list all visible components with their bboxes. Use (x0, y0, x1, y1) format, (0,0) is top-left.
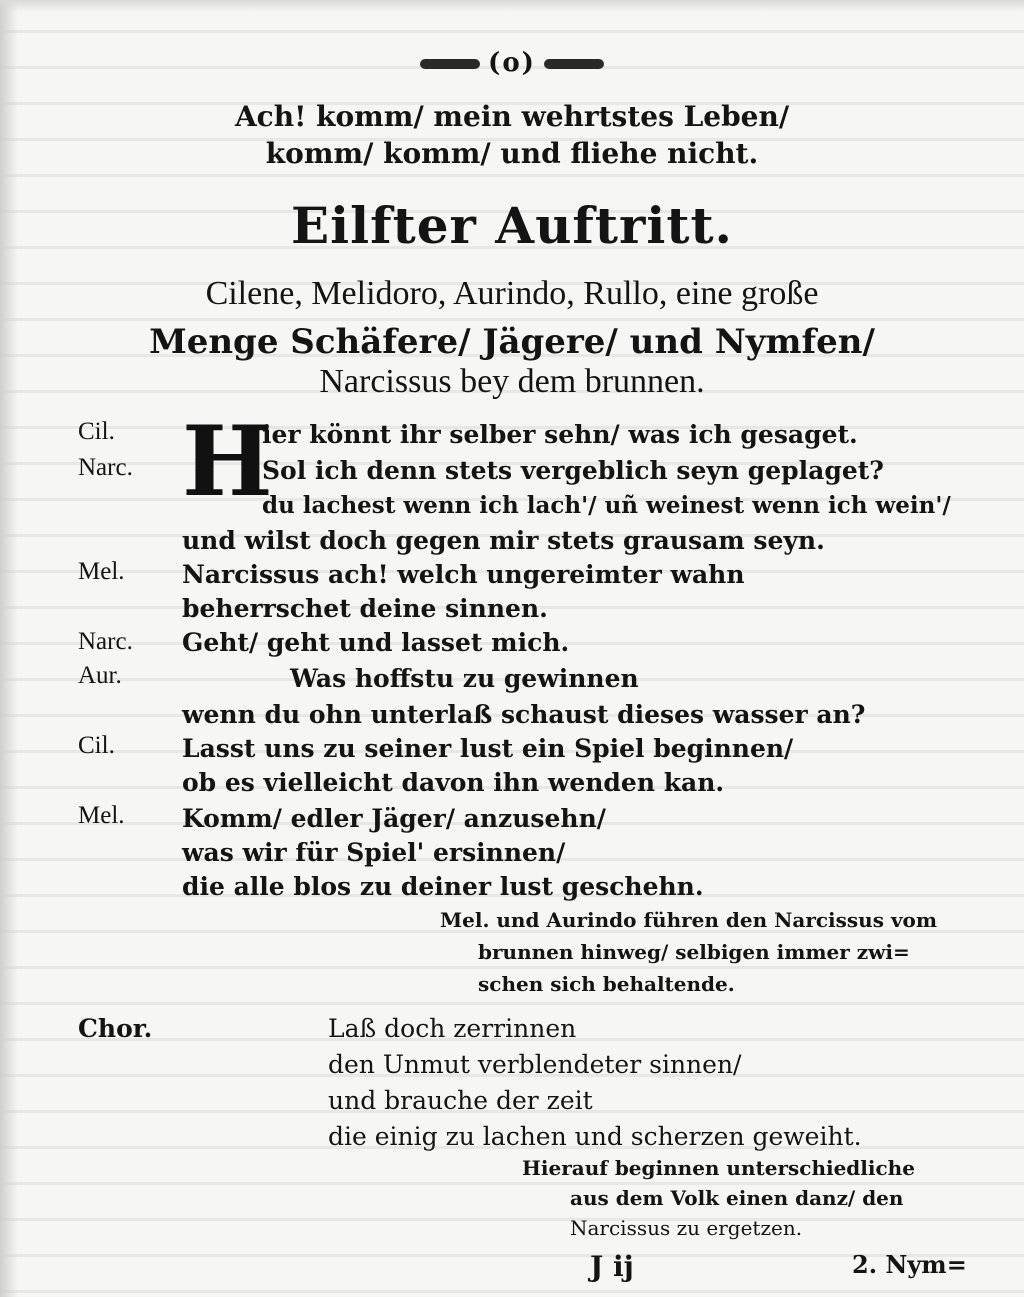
intro-line: komm/ komm/ und fliehe nicht. (265, 137, 759, 170)
stage-direction-line: Hierauf beginnen unterschiedliche (522, 1156, 915, 1180)
stage-direction-line: aus dem Volk einen danz/ den (570, 1186, 904, 1210)
speaker-label: Mel. (78, 558, 125, 585)
dialogue-line: ier könnt ihr selber sehn/ was ich gesaget. (262, 420, 858, 449)
speaker-label: Cil. (78, 418, 115, 445)
dialogue-line: Was hoffstu zu gewinnen (290, 664, 639, 693)
top-edge-shadow (0, 0, 1024, 12)
cast-line: Narcissus bey dem brunnen. (319, 363, 705, 400)
signature-mark: J ij (590, 1250, 634, 1283)
chorus-speaker: Chor. (78, 1014, 153, 1043)
catchword: 2. Nym= (852, 1250, 967, 1279)
speaker-label: Mel. (78, 802, 125, 829)
chorus-line: den Unmut verblendeter sinnen/ (328, 1050, 742, 1079)
chorus-line: Laß doch zerrinnen (328, 1014, 577, 1043)
ornament-flourish-right (544, 59, 604, 69)
speaker-label: Narc. (78, 628, 133, 655)
stage-direction-line: brunnen hinweg/ selbigen immer zwi= (478, 940, 910, 964)
dialogue-line: was wir für Spiel' ersinnen/ (182, 838, 566, 867)
dialogue-line: Sol ich denn stets vergeblich seyn geplaget? (262, 456, 884, 485)
dialogue-line: die alle blos zu deiner lust geschehn. (182, 872, 704, 901)
gutter-shadow (0, 0, 18, 1297)
intro-line: Ach! komm/ mein wehrtstes Leben/ (234, 100, 790, 133)
chorus-line: die einig zu lachen und scherzen geweiht. (328, 1122, 862, 1151)
ornament-flourish-left (420, 59, 480, 69)
drop-cap: H (182, 405, 273, 518)
chorus-line: und brauche der zeit (328, 1086, 593, 1115)
dialogue-line: Lasst uns zu seiner lust ein Spiel beginnen/ (182, 734, 794, 763)
stage-direction-line: Narcissus zu ergetzen. (570, 1216, 803, 1240)
dialogue-line: Komm/ edler Jäger/ anzusehn/ (182, 804, 606, 833)
cast-line: Cilene, Melidoro, Aurindo, Rullo, eine große (205, 275, 819, 312)
ornament-text: (o) (488, 48, 536, 78)
header-ornament (0, 48, 1024, 78)
dialogue-line: Narcissus ach! welch ungereimter wahn (182, 560, 745, 589)
stage-direction-line: schen sich behaltende. (478, 972, 735, 996)
dialogue-line: du lachest wenn ich lach'/ uñ weinest wenn ich wein'/ (262, 492, 951, 519)
dialogue-line: beherrschet deine sinnen. (182, 594, 548, 623)
scene-title: Eilfter Auftritt. (291, 196, 733, 255)
dialogue-line: und wilst doch gegen mir stets grausam seyn. (182, 526, 825, 555)
cast-line: Menge Schäfere/ Jägere/ und Nymfen/ (149, 322, 875, 362)
dialogue-line: Geht/ geht und lasset mich. (182, 628, 570, 657)
dialogue-line: wenn du ohn unterlaß schaust dieses wasser an? (182, 700, 866, 729)
speaker-label: Narc. (78, 454, 133, 481)
speaker-label: Cil. (78, 732, 115, 759)
stage-direction-line: Mel. und Aurindo führen den Narcissus vom (440, 908, 938, 932)
speaker-label: Aur. (78, 662, 122, 689)
dialogue-line: ob es vielleicht davon ihn wenden kan. (182, 768, 725, 797)
